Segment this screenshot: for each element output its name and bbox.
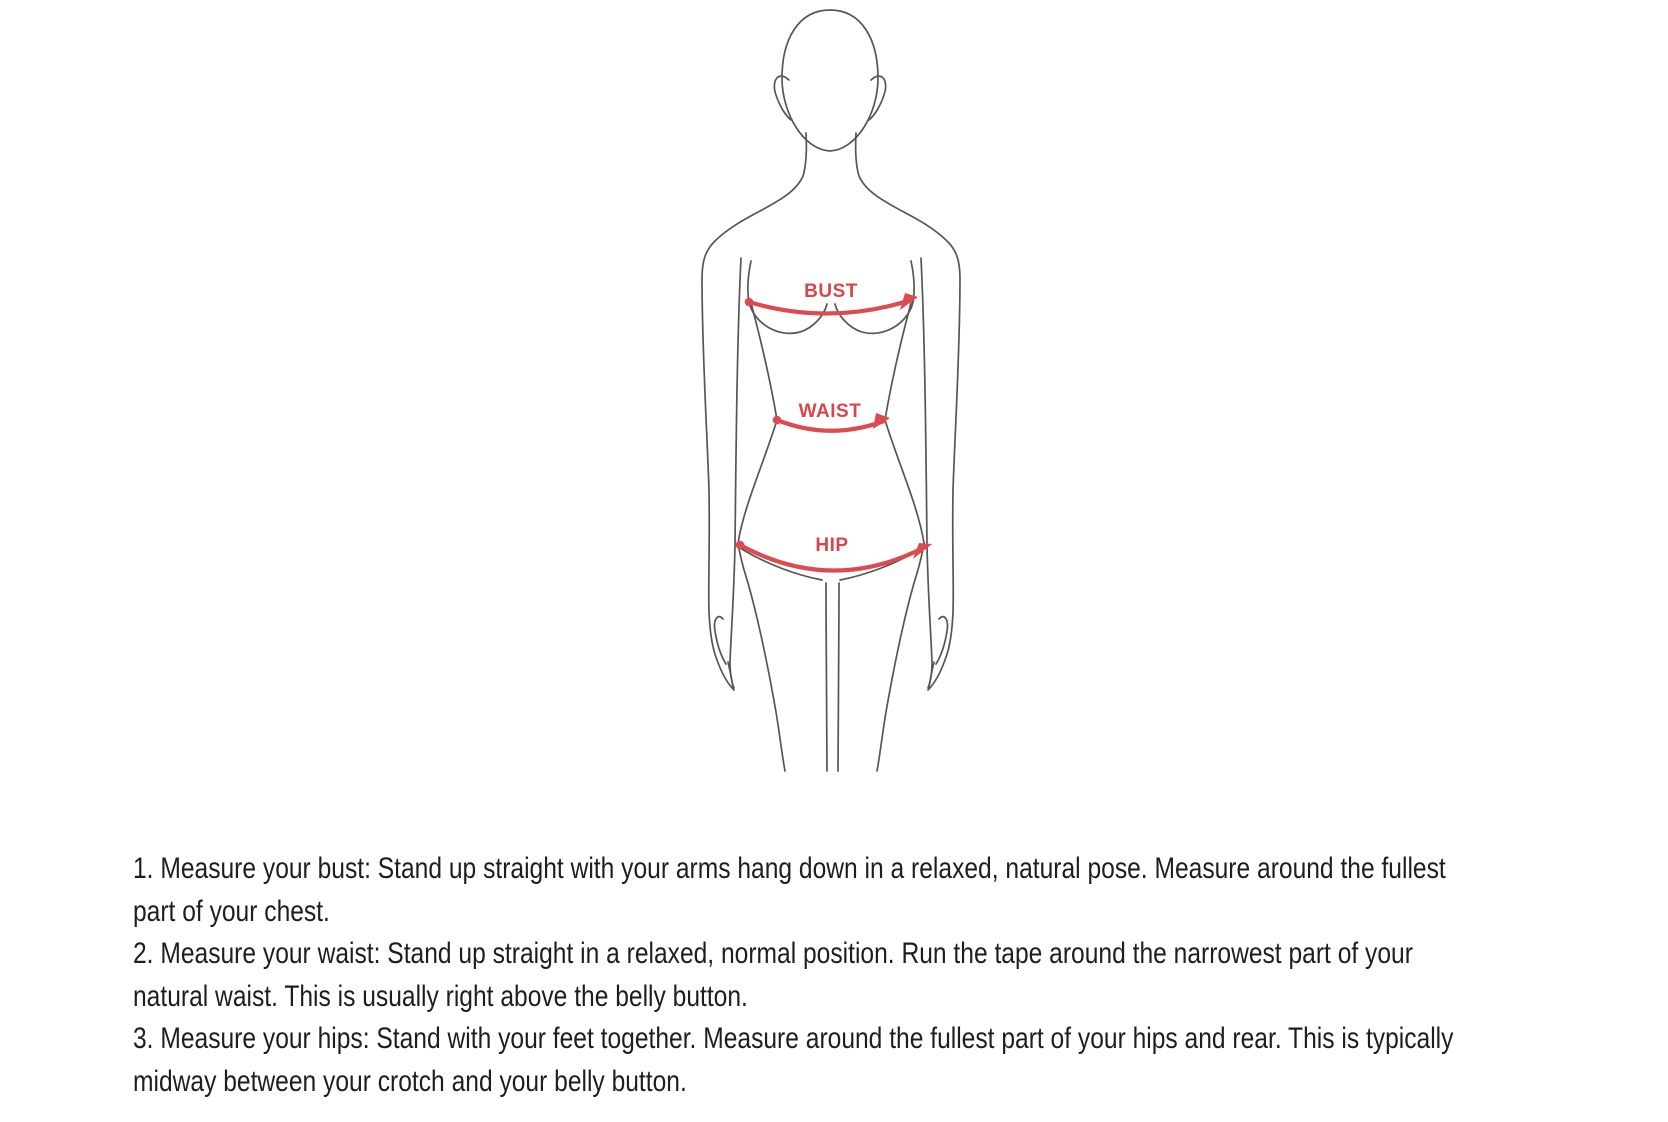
body-outline (702, 10, 960, 771)
figure-left-inner-leg (826, 583, 827, 771)
instruction-1-line-1: 1. Measure your bust: Stand up straight with your arms hang down in a relaxed, natural pose. Measure around the fullest (133, 852, 1446, 885)
figure-right-inner-arm (921, 258, 932, 688)
measurement-instructions (133, 848, 1668, 1103)
waist-label: WAIST (798, 401, 862, 422)
figure-left-outer-leg (738, 543, 785, 771)
figure-right-inner-leg (838, 583, 839, 771)
figure-right-outer-leg (877, 543, 924, 771)
figure-left-inner-arm (730, 258, 741, 688)
instruction-3-line-2: midway between your crotch and your belly button. (133, 1064, 687, 1098)
waist-measurement-arrow (773, 401, 890, 431)
figure-left-bust-side (748, 261, 751, 302)
bust-label: BUST (804, 281, 858, 302)
figure-head (782, 10, 878, 151)
figure-right-torso-side (885, 303, 924, 543)
instruction-2-line-2: natural waist. This is usually right above the belly button. (133, 979, 748, 1013)
instruction-2-line-1: 2. Measure your waist: Stand up straight in a relaxed, normal position. Run the tape around the narrowest part of your (133, 937, 1413, 970)
instruction-1-line-2: part of your chest. (133, 894, 330, 928)
figure-left-torso-side (738, 303, 777, 543)
bust-measurement-arrow (745, 281, 918, 314)
instruction-3-line-1: 3. Measure your hips: Stand with your feet together. Measure around the fullest part of your hips and rear. This is typically (133, 1022, 1454, 1055)
hip-measurement-arrow (736, 535, 932, 571)
hip-label: HIP (815, 535, 849, 556)
